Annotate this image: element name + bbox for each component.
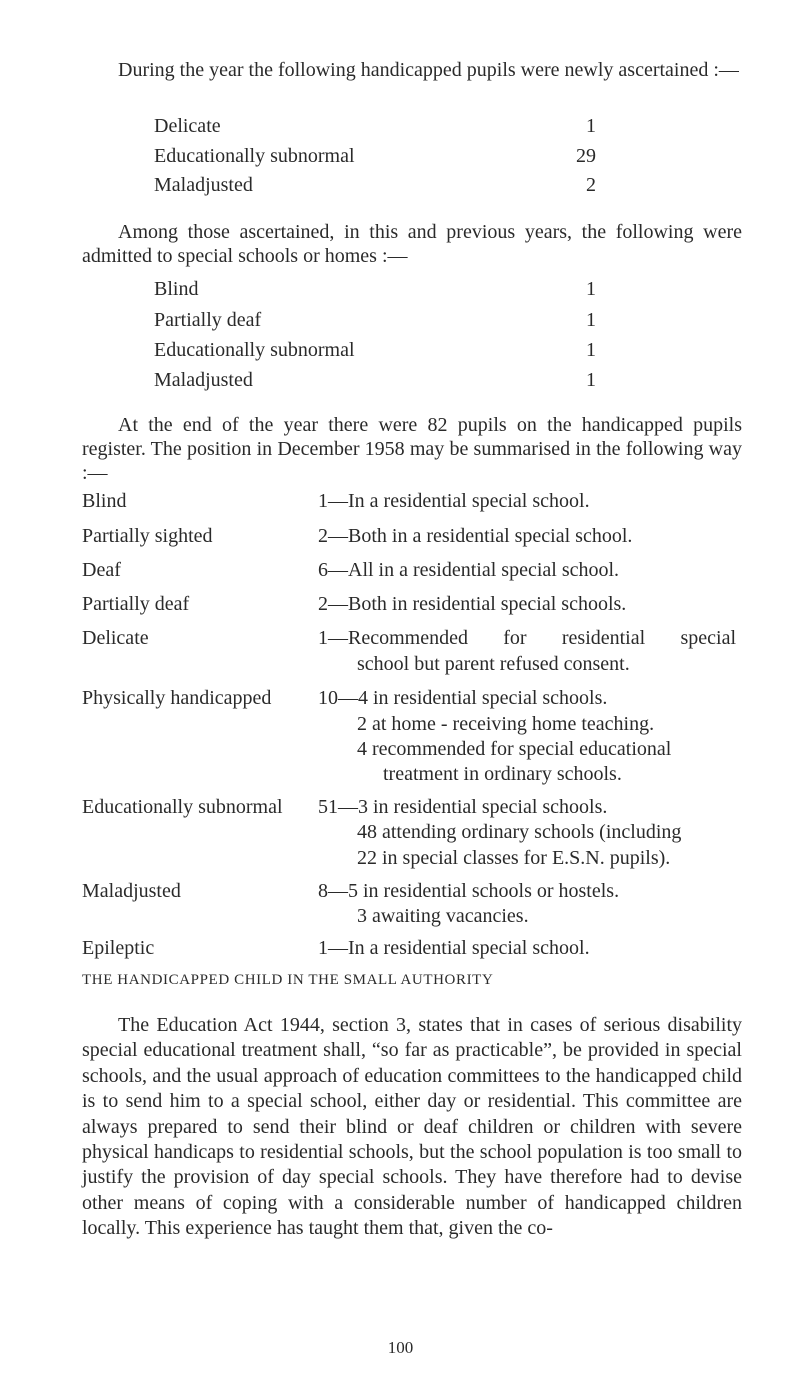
list-item-label: Maladjusted <box>154 369 253 391</box>
list-item-count: 29 <box>576 145 596 167</box>
category-label: Epileptic <box>82 937 155 959</box>
category-detail: 2—Both in residential special schools. <box>318 593 627 615</box>
category-label: Partially sighted <box>82 525 213 547</box>
category-detail: 1—Recommended for residential special <box>318 627 736 649</box>
category-detail: 3 awaiting vacancies. <box>357 905 529 927</box>
category-detail: 1—In a residential special school. <box>318 490 590 512</box>
category-detail: 51—3 in residential special schools. <box>318 796 608 818</box>
list-item-label: Educationally subnormal <box>154 145 355 167</box>
list-item-label: Partially deaf <box>154 309 262 331</box>
list-item-label: Delicate <box>154 115 221 137</box>
list-item-count: 2 <box>586 174 596 196</box>
category-label: Deaf <box>82 559 121 581</box>
admitted-text: Among those ascertained, in this and previous years, the following were admitted to special schools or homes :— <box>82 221 742 267</box>
list-item-count: 1 <box>586 278 596 300</box>
education-act-text: The Education Act 1944, section 3, states that in cases of serious disability special educational treatment shall, “so far as practicable”, be provided in special schools, and the usual approach of education committees to the handicapped child is to send him to a special school, either day or residential. This committee are always prepared to send their blind or deaf children or children with severe physical handicaps to residential schools, but the school population is too small to justify the provision of day special schools. They have therefore had to devise other means of coping with a considerable number of handicapped children locally. This experience has taught them that, given the co- <box>82 1014 742 1240</box>
section-heading: THE HANDICAPPED CHILD IN THE SMALL AUTHORITY <box>82 972 494 988</box>
admitted-paragraph <box>82 220 742 268</box>
category-detail: 8—5 in residential schools or hostels. <box>318 880 620 902</box>
category-label: Educationally subnormal <box>82 796 283 818</box>
category-detail: 4 recommended for special educational <box>357 738 672 760</box>
intro-text: During the year the following handicapped pupils were newly ascertained :— <box>118 59 739 81</box>
register-text: At the end of the year there were 82 pupils on the handicapped pupils register. The position in December 1958 may be summarised in the following way :— <box>82 414 742 484</box>
category-label: Delicate <box>82 627 149 649</box>
register-paragraph <box>82 413 742 485</box>
list-item-count: 1 <box>586 339 596 361</box>
category-detail: 6—All in a residential special school. <box>318 559 620 581</box>
category-label: Physically handicapped <box>82 687 272 709</box>
category-label: Maladjusted <box>82 880 181 902</box>
category-label: Partially deaf <box>82 593 190 615</box>
list-item-label: Blind <box>154 278 199 300</box>
intro-paragraph <box>82 58 742 82</box>
category-detail: 2—Both in a residential special school. <box>318 525 633 547</box>
list-item-label: Maladjusted <box>154 174 253 196</box>
category-detail: 2 at home - receiving home teaching. <box>357 713 655 735</box>
category-detail: school but parent refused consent. <box>357 653 630 675</box>
category-detail: 48 attending ordinary schools (including <box>357 821 682 843</box>
category-label: Blind <box>82 490 127 512</box>
category-detail: 1—In a residential special school. <box>318 937 590 959</box>
list-item-count: 1 <box>586 309 596 331</box>
education-act-paragraph <box>82 1013 742 1242</box>
list-item-label: Educationally subnormal <box>154 339 355 361</box>
category-detail: 10—4 in residential special schools. <box>318 687 608 709</box>
category-detail: 22 in special classes for E.S.N. pupils). <box>357 847 671 869</box>
list-item-count: 1 <box>586 115 596 137</box>
page-number: 100 <box>387 1338 414 1357</box>
category-detail: treatment in ordinary schools. <box>383 763 622 785</box>
list-item-count: 1 <box>586 369 596 391</box>
